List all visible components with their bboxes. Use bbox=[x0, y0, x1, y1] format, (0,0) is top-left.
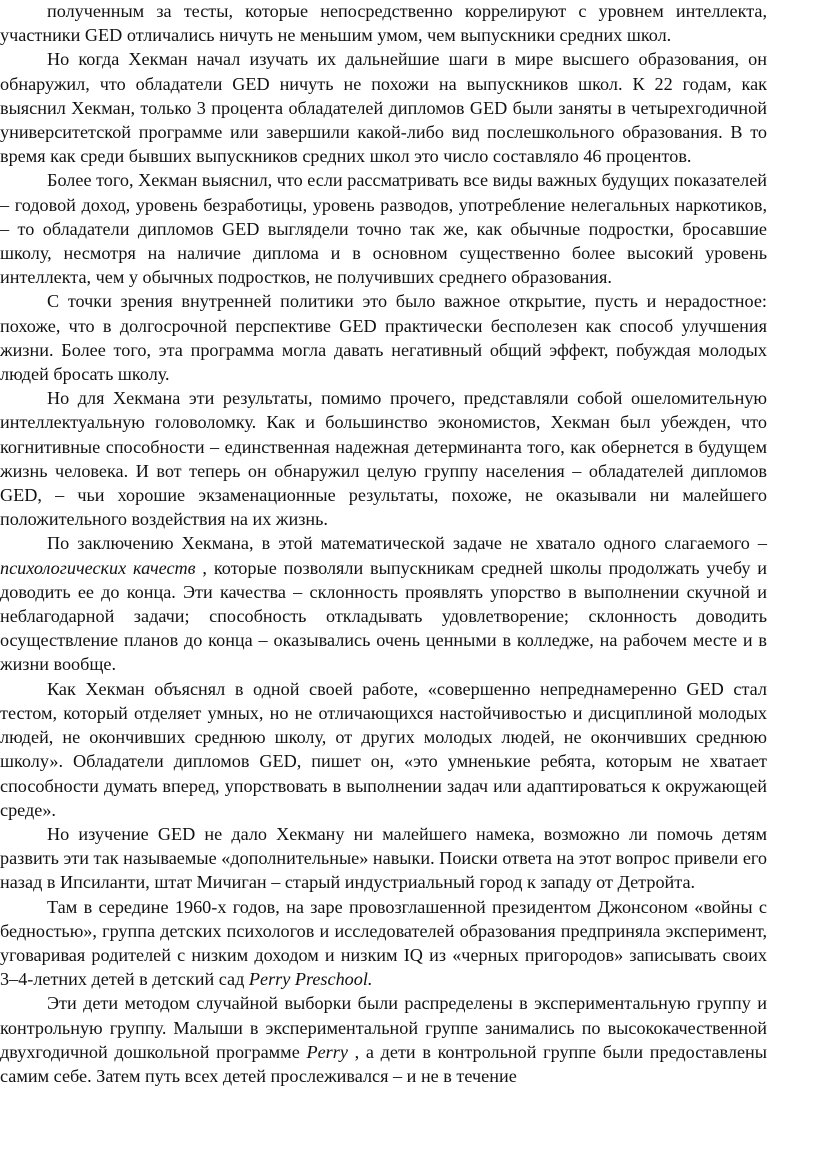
paragraph-5 bbox=[0, 386, 767, 531]
paragraph-7 bbox=[0, 677, 767, 822]
paragraph-8 bbox=[0, 822, 767, 895]
paragraph-7-text: Как Хекман объяснял в одной своей работе, «совершенно непреднамеренно GED стал тестом, который отделяет умных, но не отличающихся настойчивостью и дисциплиной молодых людей, не окончивших среднюю школу, от других молодых людей, не окончивших среднюю школу». Обладатели дипломов GED, пишет он, «это умненькие ребята, которым не хватает способности думать вперед, упорствовать в выполнении задач или адаптироваться к окружающей среде». bbox=[0, 678, 767, 820]
paragraph-3 bbox=[0, 168, 767, 289]
paragraph-4 bbox=[0, 289, 767, 386]
paragraph-2-text: Но когда Хекман начал изучать их дальнейшие шаги в мире высшего образования, он обнаружил, что обладатели GED ничуть не похожи на выпускников школ. К 22 годам, как выяснил Хекман, только 3 процента обладателей дипломов GED были заняты в четырехгодичной университетской программе или завершили какой-либо вид послешкольного образования. В то время как среди бывших выпускников средних школ это число составляло 46 процентов. bbox=[0, 49, 767, 167]
paragraph-2 bbox=[0, 47, 767, 168]
paragraph-10-text-after: , а дети в контрольной группе были предоставлены самим себе. Затем путь всех детей прослеживался – и не в течение bbox=[0, 1041, 767, 1086]
paragraph-4-text: С точки зрения внутренней политики это было важное открытие, пусть и нерадостное: похоже, что в долгосрочной перспективе GED практически бесполезен как способ улучшения жизни. Более того, эта программа могла давать негативный общий эффект, побуждая молодых людей бросать школу. bbox=[0, 291, 767, 385]
paragraph-9 bbox=[0, 895, 767, 992]
paragraph-10-text-before: Эти дети методом случайной выборки были распределены в экспериментальную группу и контрольную группу. Малыши в экспериментальной группе занимались по высококачественной двухгодичной дошкольной программе bbox=[0, 993, 767, 1062]
paragraph-1-text: полученным за тесты, которые непосредственно коррелируют с уровнем интеллекта, участники GED отличались ничуть не меньшим умом, чем выпускники средних школ. bbox=[0, 1, 767, 46]
paragraph-3-text: Более того, Хекман выяснил, что если рассматривать все виды важных будущих показателей – годовой доход, уровень безработицы, уровень разводов, употребление нелегальных наркотиков, – то обладатели дипломов GED выглядели точно так же, как обычные подростки, бросавшие школу, несмотря на наличие диплома и в основном существенно более высокий уровень интеллекта, чем у обычных подростков, не получивших среднего образования. bbox=[0, 170, 767, 288]
paragraph-6 bbox=[0, 531, 767, 676]
paragraph-5-text: Но для Хекмана эти результаты, помимо прочего, представляли собой ошеломительную интеллектуальную головоломку. Как и большинство экономистов, Хекман был убежден, что когнитивные способности – единственная надежная детерминанта того, как обернется в будущем жизнь человека. И вот теперь он обнаружил целую группу населения – обладателей дипломов GED, – чьи хорошие экзаменационные результаты, похоже, не оказывали ни малейшего положительного воздействия на их жизнь. bbox=[0, 388, 767, 530]
paragraph-10 bbox=[0, 991, 767, 1088]
paragraph-1 bbox=[0, 0, 767, 47]
paragraph-8-text: Но изучение GED не дало Хекману ни малейшего намека, возможно ли помочь детям развить эти так называемые «дополнительные» навыки. Поиски ответа на этот вопрос привели его назад в Ипсиланти, штат Мичиган – старый индустриальный город к западу от Детройта. bbox=[0, 823, 767, 893]
paragraph-10-italic-term: Perry bbox=[306, 1041, 348, 1062]
paragraph-9-italic-term: Perry Preschool. bbox=[248, 969, 373, 990]
paragraph-9-text-before: Там в середине 1960-х годов, на заре провозглашенной президентом Джонсоном «войны с бедностью», группа детских психологов и исследователей образования предприняла эксперимент, уговаривая родителей с низким доходом и низким IQ из «черных пригородов» записывать своих 3–4-летних детей в детский сад bbox=[0, 896, 767, 990]
paragraph-6-italic-term: психологических качеств bbox=[0, 557, 196, 578]
paragraph-6-text-before: По заключению Хекмана, в этой математической задаче не хватало одного слагаемого – bbox=[47, 533, 767, 554]
paragraph-6-text-after: , которые позволяли выпускникам средней школы продолжать учебу и доводить ее до конца. Эти качества – склонность проявлять упорство в выполнении скучной и неблагодарной задачи; способность откладывать удовлетворение; склонность доводить осуществление планов до конца – оказывались очень ценными в колледже, на рабочем месте и в жизни вообще. bbox=[0, 557, 767, 675]
